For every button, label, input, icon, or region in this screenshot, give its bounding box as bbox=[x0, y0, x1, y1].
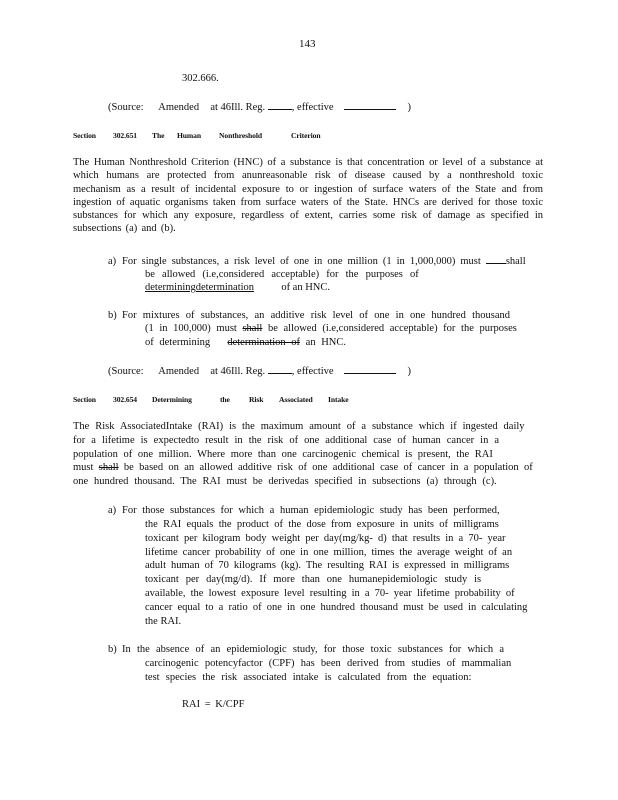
item-label: b) bbox=[108, 310, 117, 321]
section-label: Section bbox=[73, 395, 96, 404]
item-c-line: adult human of 70 kilograms (kg). The resulting RAI is expressed in milligrams bbox=[145, 560, 510, 571]
item-label: a) bbox=[108, 256, 117, 267]
source-register: at 46Ill. Reg. bbox=[210, 366, 266, 377]
heading-word: The bbox=[152, 131, 165, 140]
item-b-text: of determining bbox=[145, 337, 211, 348]
heading-word: Nonthreshold bbox=[219, 131, 262, 140]
page-number: 143 bbox=[299, 38, 316, 50]
rai-equation: RAI = K/CPF bbox=[182, 699, 245, 710]
section-label: Section bbox=[73, 131, 96, 140]
deleted-text: shall bbox=[242, 323, 263, 334]
item-a-text: of an HNC. bbox=[281, 282, 331, 293]
rai-paragraph-line: for a lifetime is expectedto result in the risk of one additional case of human cancer in a bbox=[73, 435, 500, 446]
item-b-text: (1 in 100,000) must bbox=[145, 323, 237, 334]
source-register: at 46Ill. Reg. bbox=[210, 102, 266, 113]
rai-text: must bbox=[73, 462, 94, 473]
heading-word: Risk bbox=[249, 395, 264, 404]
item-c-line: the RAI equals the product of the dose from exposure in units of milligrams bbox=[145, 519, 499, 530]
item-b-line bbox=[145, 336, 346, 349]
inserted-text: determiningdetermination bbox=[145, 282, 255, 293]
item-b-line bbox=[145, 322, 517, 335]
rai-paragraph-line: one hundred thousand. The RAI must be derivedas specified in subsections (a) through (c). bbox=[73, 476, 497, 487]
item-a-line bbox=[145, 281, 330, 294]
source-close: ) bbox=[407, 102, 411, 113]
heading-word: Criterion bbox=[291, 131, 321, 140]
section-number: 302.654 bbox=[113, 395, 137, 404]
item-label: a) bbox=[108, 505, 117, 516]
rai-text: be based on an allowed additive risk of one additional case of cancer in a population of bbox=[123, 462, 533, 473]
section-number-fragment: 302.666. bbox=[182, 73, 219, 84]
source-effective: , effective bbox=[291, 366, 334, 377]
rai-paragraph-line: population of one million. Where more than one carcinogenic chemical is present, the RAI bbox=[73, 449, 493, 460]
heading-word: Human bbox=[177, 131, 201, 140]
source-amended: Amended bbox=[158, 366, 200, 377]
heading-word: Associated bbox=[279, 395, 313, 404]
item-a-line: be allowed (i.e,considered acceptable) for the purposes of bbox=[145, 269, 419, 280]
source-prefix: (Source: bbox=[108, 366, 144, 377]
section-number: 302.651 bbox=[113, 131, 137, 140]
heading-word: Determining bbox=[152, 395, 192, 404]
item-c-line: the RAI. bbox=[145, 616, 182, 627]
item-a-text: For single substances, a risk level of one in one million (1 in 1,000,000) must bbox=[122, 256, 481, 267]
heading-word: Intake bbox=[328, 395, 349, 404]
source-note-2 bbox=[108, 365, 411, 378]
item-c-line: lifetime cancer probability of one in one million, times the average weight of an bbox=[145, 547, 513, 558]
effective-date-blank bbox=[344, 365, 396, 374]
hnc-definition-paragraph: The Human Nonthreshold Criterion (HNC) of a substance is that concentration or level of a substance at which humans are protected from anunreasonable risk of disease caused by a nonthreshold toxic mechanism as a result of incidental exposure to or ingestion of surface waters of the State and from ingestion of aquatic organisms taken from surface waters of the State. HNCs are derived for those toxic substances for which any exposure, regardless of extent, carries some risk of damage as specified in subsections (a) and (b). bbox=[73, 157, 543, 235]
item-c-line: cancer equal to a ratio of one in one hundred thousand must be used in calculating bbox=[145, 602, 528, 613]
item-label: b) bbox=[108, 644, 117, 655]
item-d-line: test species the risk associated intake is calculated from the equation: bbox=[145, 672, 472, 683]
register-blank bbox=[268, 365, 292, 374]
deleted-text: determination of bbox=[227, 337, 301, 348]
source-prefix: (Source: bbox=[108, 102, 144, 113]
deleted-text: shall bbox=[98, 462, 119, 473]
item-d-line: In the absence of an epidemiologic study, for those toxic substances for which a bbox=[122, 644, 505, 655]
item-c-line: available, the lowest exposure level resulting in a 70- year lifetime probability of bbox=[145, 588, 515, 599]
underline-blank bbox=[486, 255, 506, 264]
item-a-shall: shall bbox=[505, 256, 526, 267]
item-b-text: an HNC. bbox=[305, 337, 347, 348]
item-c-line: toxicant per day(mg/d). If more than one humanepidemiologic study is bbox=[145, 574, 482, 585]
source-close: ) bbox=[407, 366, 411, 377]
item-d-line: carcinogenic potencyfactor (CPF) has been derived from studies of mammalian bbox=[145, 658, 512, 669]
item-c-line: toxicant per kilogram body weight per day(mg/kg- d) that results in a 70- year bbox=[145, 533, 506, 544]
item-b-text: be allowed (i.e,considered acceptable) for the purposes bbox=[267, 323, 517, 334]
item-c-line: For those substances for which a human epidemiologic study has been performed, bbox=[122, 505, 500, 516]
rai-paragraph-line: The Risk AssociatedIntake (RAI) is the maximum amount of a substance which if ingested daily bbox=[73, 421, 525, 432]
source-effective: , effective bbox=[291, 102, 334, 113]
effective-date-blank bbox=[344, 101, 396, 110]
source-amended: Amended bbox=[158, 102, 200, 113]
rai-paragraph-line bbox=[73, 461, 533, 474]
section-heading-302-651 bbox=[73, 131, 373, 141]
source-note-1 bbox=[108, 101, 411, 114]
register-blank bbox=[268, 101, 292, 110]
item-a-line bbox=[122, 255, 526, 268]
heading-word: the bbox=[220, 395, 230, 404]
section-heading-302-654 bbox=[73, 395, 373, 405]
item-b-line: For mixtures of substances, an additive risk level of one in one hundred thousand bbox=[122, 310, 510, 321]
